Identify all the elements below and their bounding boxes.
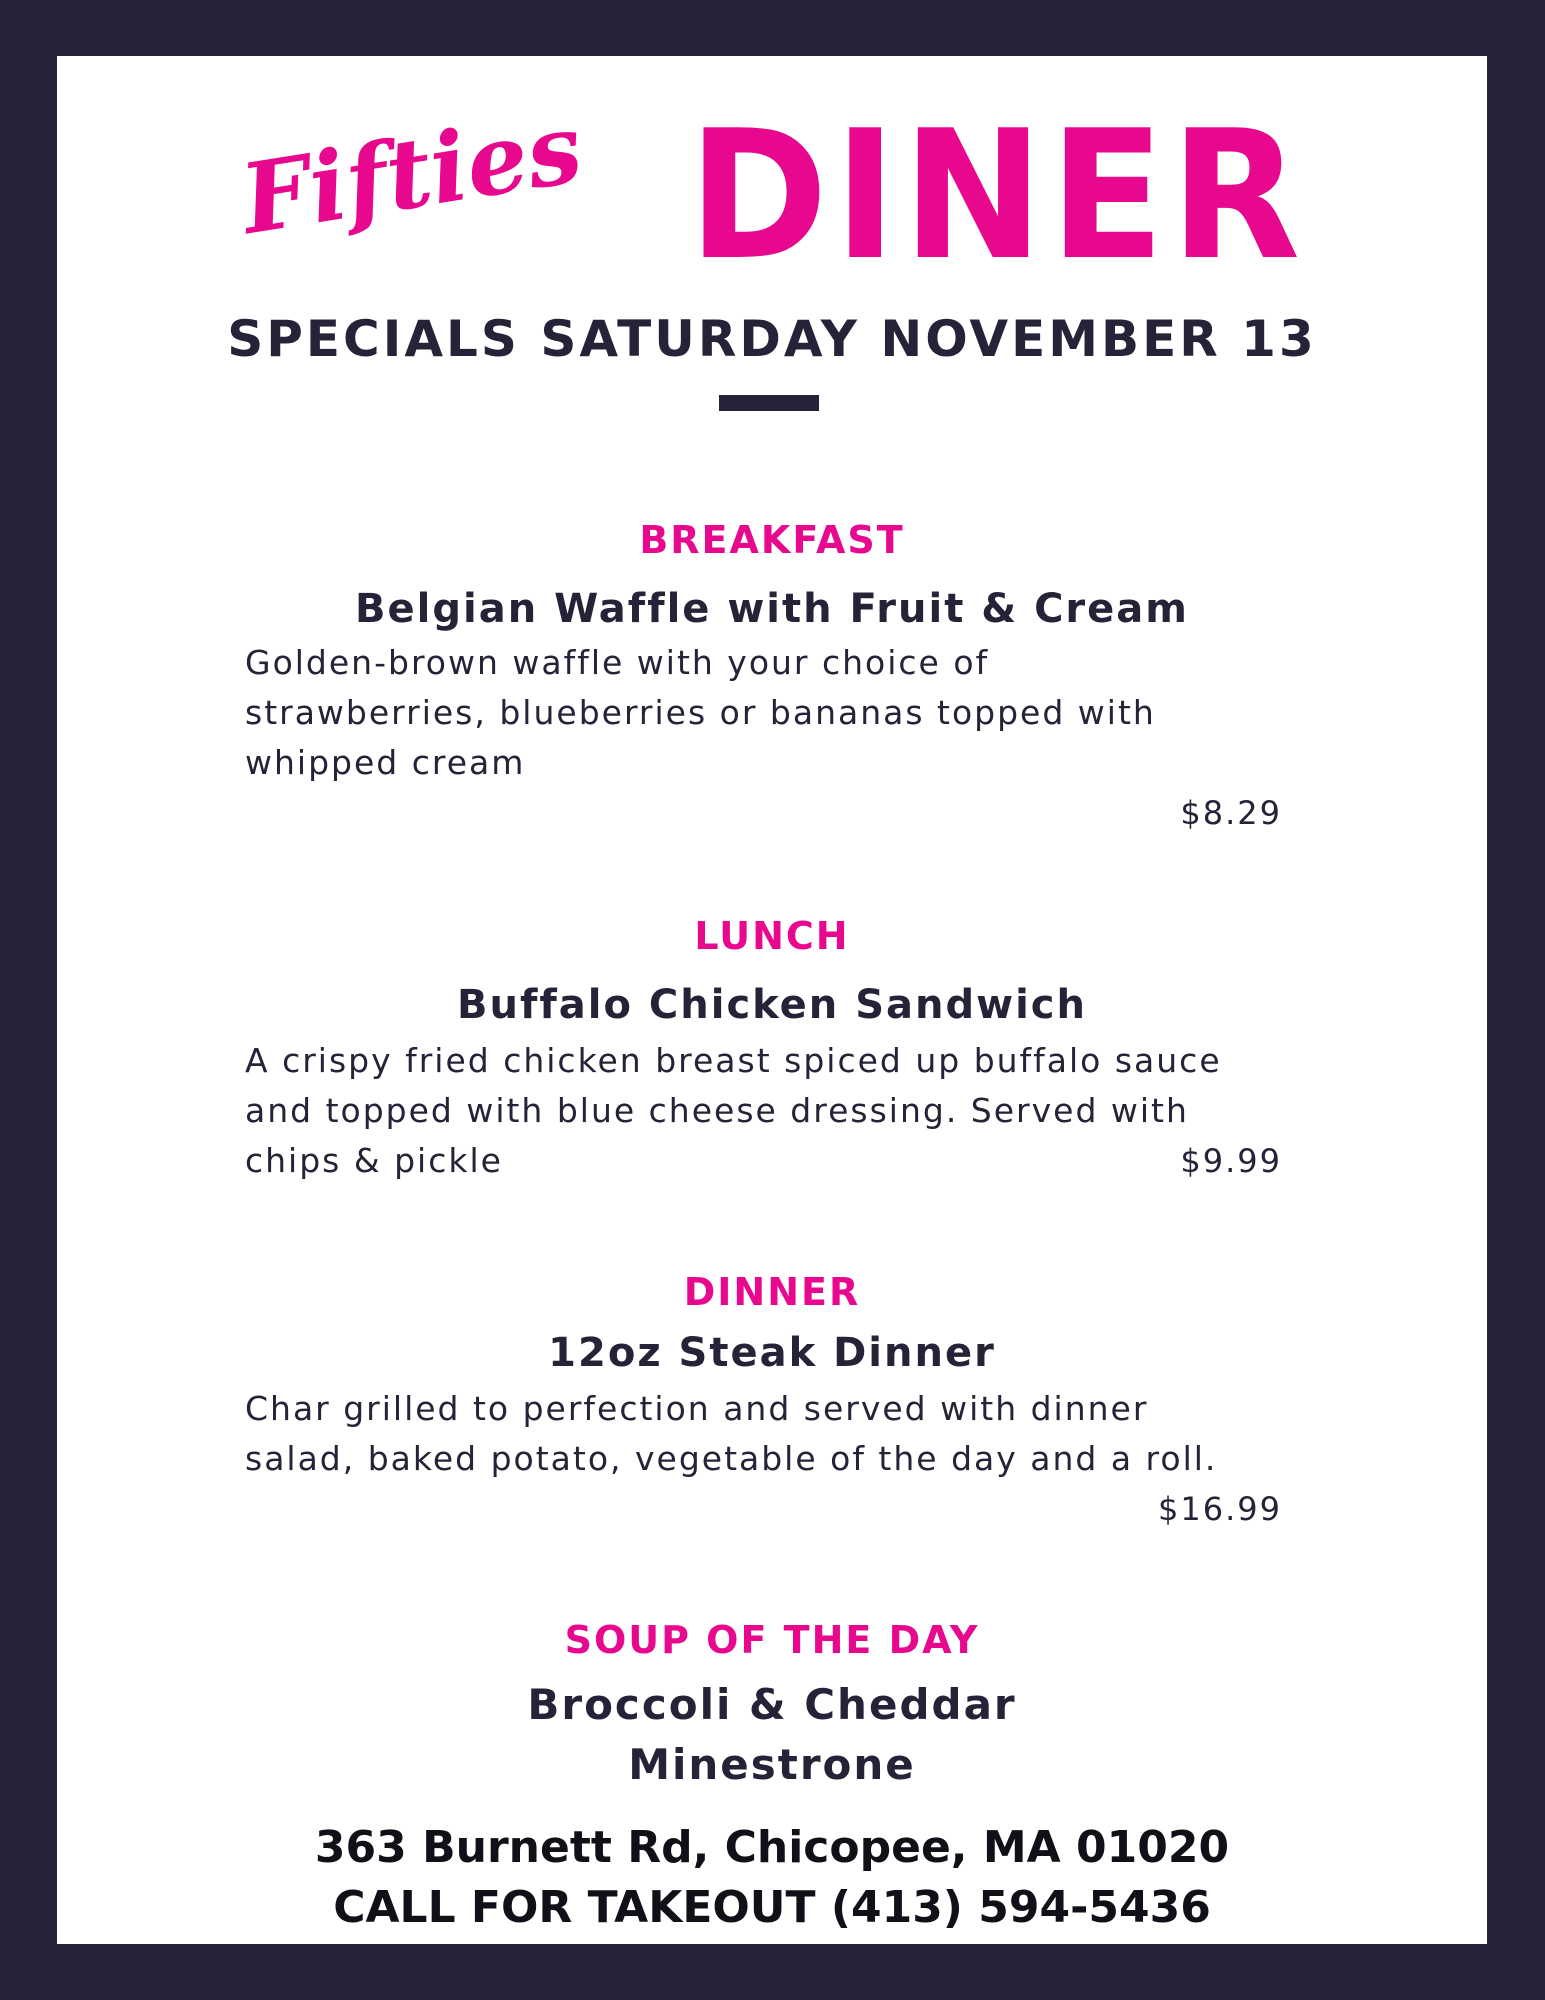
- diner-logo: [57, 56, 1487, 286]
- description-line: Char grilled to perfection and served with dinner: [245, 1389, 1149, 1428]
- description-line: strawberries, blueberries or bananas topped with: [245, 693, 1156, 732]
- dinner-title: DINNER: [683, 1270, 861, 1314]
- dinner-item-name: 12oz Steak Dinner: [548, 1330, 996, 1376]
- breakfast-item-name: Belgian Waffle with Fruit & Cream: [355, 586, 1189, 632]
- description-line: Golden-brown waffle with your choice of: [245, 643, 990, 682]
- description-line: salad, baked potato, vegetable of the day and a roll.: [245, 1439, 1218, 1478]
- breakfast-description: [245, 638, 1325, 788]
- description-line: whipped cream: [245, 743, 526, 782]
- soup-title: SOUP OF THE DAY: [564, 1618, 980, 1662]
- address: 363 Burnett Rd, Chicopee, MA 01020: [314, 1822, 1230, 1873]
- menu-card: [57, 56, 1487, 1944]
- dinner-price: $16.99: [1158, 1490, 1282, 1528]
- description-line: and topped with blue cheese dressing. Served with: [245, 1091, 1189, 1130]
- logo-block-word: DINER: [688, 92, 1306, 286]
- lunch-title: LUNCH: [694, 914, 850, 958]
- dinner-description: [245, 1384, 1325, 1484]
- takeout-phone: CALL FOR TAKEOUT (413) 594-5436: [333, 1882, 1211, 1933]
- description-line: A crispy fried chicken breast spiced up buffalo sauce: [245, 1041, 1222, 1080]
- soup-item: Broccoli & Cheddar: [527, 1680, 1017, 1729]
- description-line: chips & pickle: [245, 1141, 503, 1180]
- lunch-item-name: Buffalo Chicken Sandwich: [457, 982, 1087, 1028]
- heading-divider: [719, 395, 819, 411]
- breakfast-title: BREAKFAST: [639, 518, 905, 562]
- logo-script-word: Fifties: [233, 91, 590, 257]
- lunch-description: [245, 1036, 1325, 1186]
- soup-item: Minestrone: [628, 1740, 916, 1789]
- lunch-price: $9.99: [1180, 1142, 1282, 1180]
- specials-date-heading: SPECIALS SATURDAY NOVEMBER 13: [227, 310, 1317, 368]
- breakfast-price: $8.29: [1180, 794, 1282, 832]
